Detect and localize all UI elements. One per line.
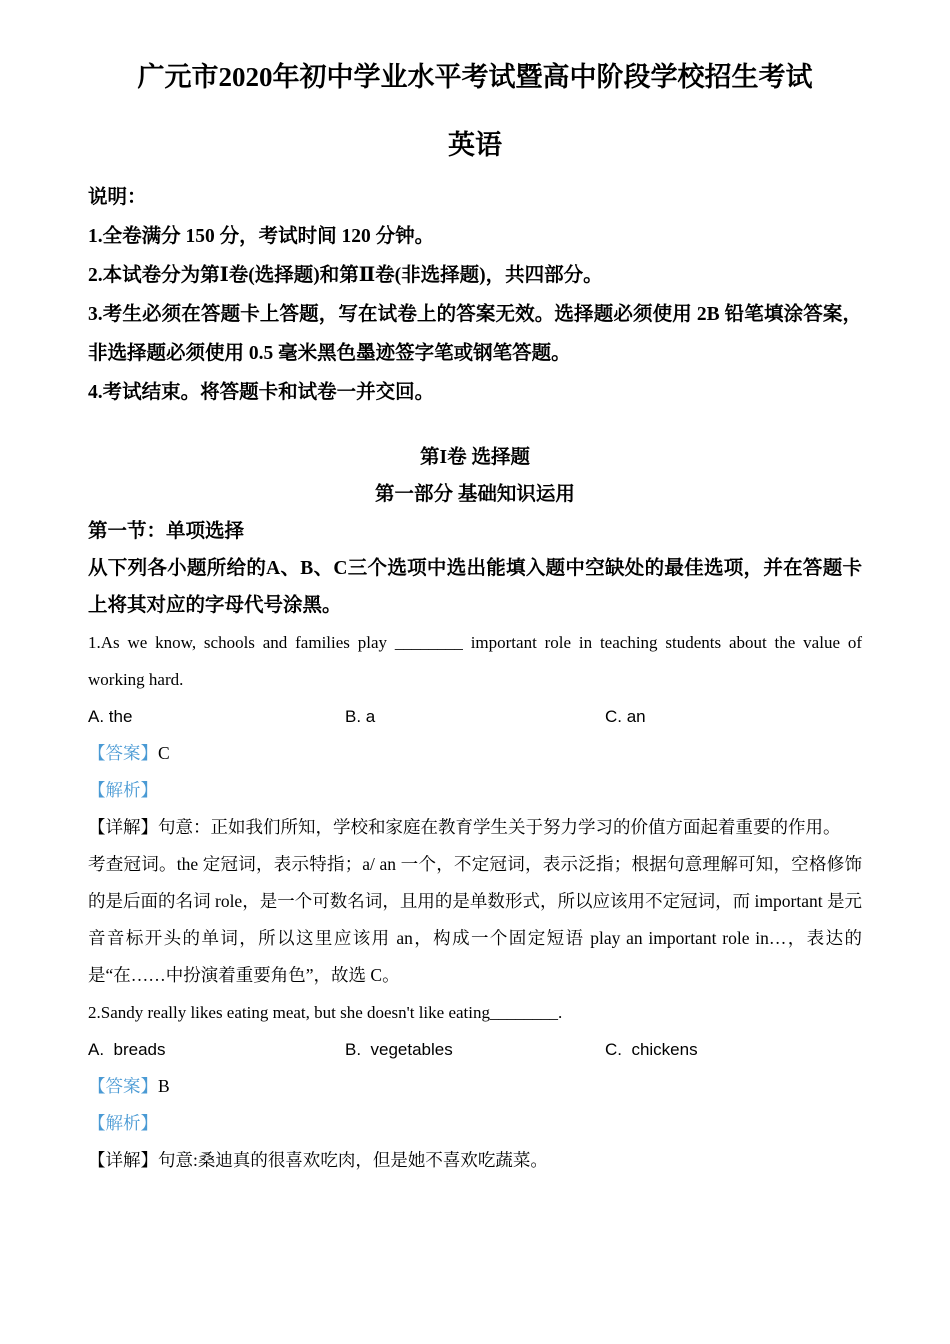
part-heading: 第I卷 选择题 <box>420 447 530 468</box>
section-heading: 第一部分 基础知识运用 <box>375 484 575 505</box>
detail-text: 句意：正如我们所知，学校和家庭在教育学生关于努力学习的价值方面起着重要的作用。 <box>158 817 841 837</box>
option-c: C. chickens <box>605 1040 698 1059</box>
option-a: A. breads <box>88 1040 166 1059</box>
notice-item: 4.考试结束。将答题卡和试卷一并交回。 <box>88 382 435 403</box>
question-block-1 <box>88 624 862 994</box>
question-2-options <box>88 1031 862 1068</box>
notice-heading: 说明： <box>88 187 147 208</box>
question-1-stem: 1.As we know, schools and families play ________ important role in teaching students about the value of working hard. <box>88 633 862 689</box>
page-title: 广元市2020年初中学业水平考试暨高中阶段学校招生考试 <box>137 62 813 92</box>
detail-label: 【详解】 <box>88 817 158 837</box>
subject-title: 英语 <box>448 130 502 160</box>
question-block-2 <box>88 994 862 1179</box>
answer-value: C <box>158 743 170 763</box>
detail-label: 【详解】 <box>88 1150 158 1170</box>
answer-label: 【答案】 <box>88 743 158 763</box>
notice-item: 3.考生必须在答题卡上答题，写在试卷上的答案无效。选择题必须使用 2B 铅笔填涂答案，非选择题必须使用 0.5 毫米黑色墨迹签字笔或钢笔答题。 <box>88 304 862 364</box>
exam-notice <box>88 178 862 412</box>
section-instructions: 从下列各小题所给的A、B、C三个选项中选出能填入题中空缺处的最佳选项，并在答题卡上将其对应的字母代号涂黑。 <box>88 558 862 616</box>
answer-line <box>88 1068 862 1105</box>
analysis-line <box>88 1105 862 1142</box>
option-c: C. an <box>605 707 646 726</box>
answer-label: 【答案】 <box>88 1076 158 1096</box>
subsection-heading: 第一节：单项选择 <box>88 521 245 542</box>
detail-paragraph: 考查冠词。the 定冠词，表示特指；a/ an 一个，不定冠词，表示泛指；根据句意理解可知，空格修饰的是后面的名词 role，是一个可数名词，且用的是单数形式，所以应该用不定冠词，而 important 是元音音标开头的单词，所以这里应该用 an，构成一个固定短语 play an important role in…，表达的是“在……中扮演着重要角色”，故选 C。 <box>88 854 862 985</box>
detail-text: 句意:桑迪真的很喜欢吃肉，但是她不喜欢吃蔬菜。 <box>158 1150 548 1170</box>
notice-item: 1.全卷满分 150 分，考试时间 120 分钟。 <box>88 226 435 247</box>
analysis-line <box>88 772 862 809</box>
analysis-label: 【解析】 <box>88 780 158 800</box>
detail-paragraph <box>88 809 862 846</box>
option-a: A. the <box>88 707 133 726</box>
question-2-stem: 2.Sandy really likes eating meat, but she doesn't like eating________. <box>88 1003 563 1022</box>
analysis-label: 【解析】 <box>88 1113 158 1133</box>
question-1-options <box>88 698 862 735</box>
answer-line <box>88 735 862 772</box>
answer-value: B <box>158 1076 170 1096</box>
option-b: B. vegetables <box>345 1040 453 1059</box>
notice-item: 2.本试卷分为第Ⅰ卷(选择题)和第Ⅱ卷(非选择题)，共四部分。 <box>88 265 603 286</box>
option-b: B. a <box>345 707 376 726</box>
detail-paragraph <box>88 1142 862 1179</box>
